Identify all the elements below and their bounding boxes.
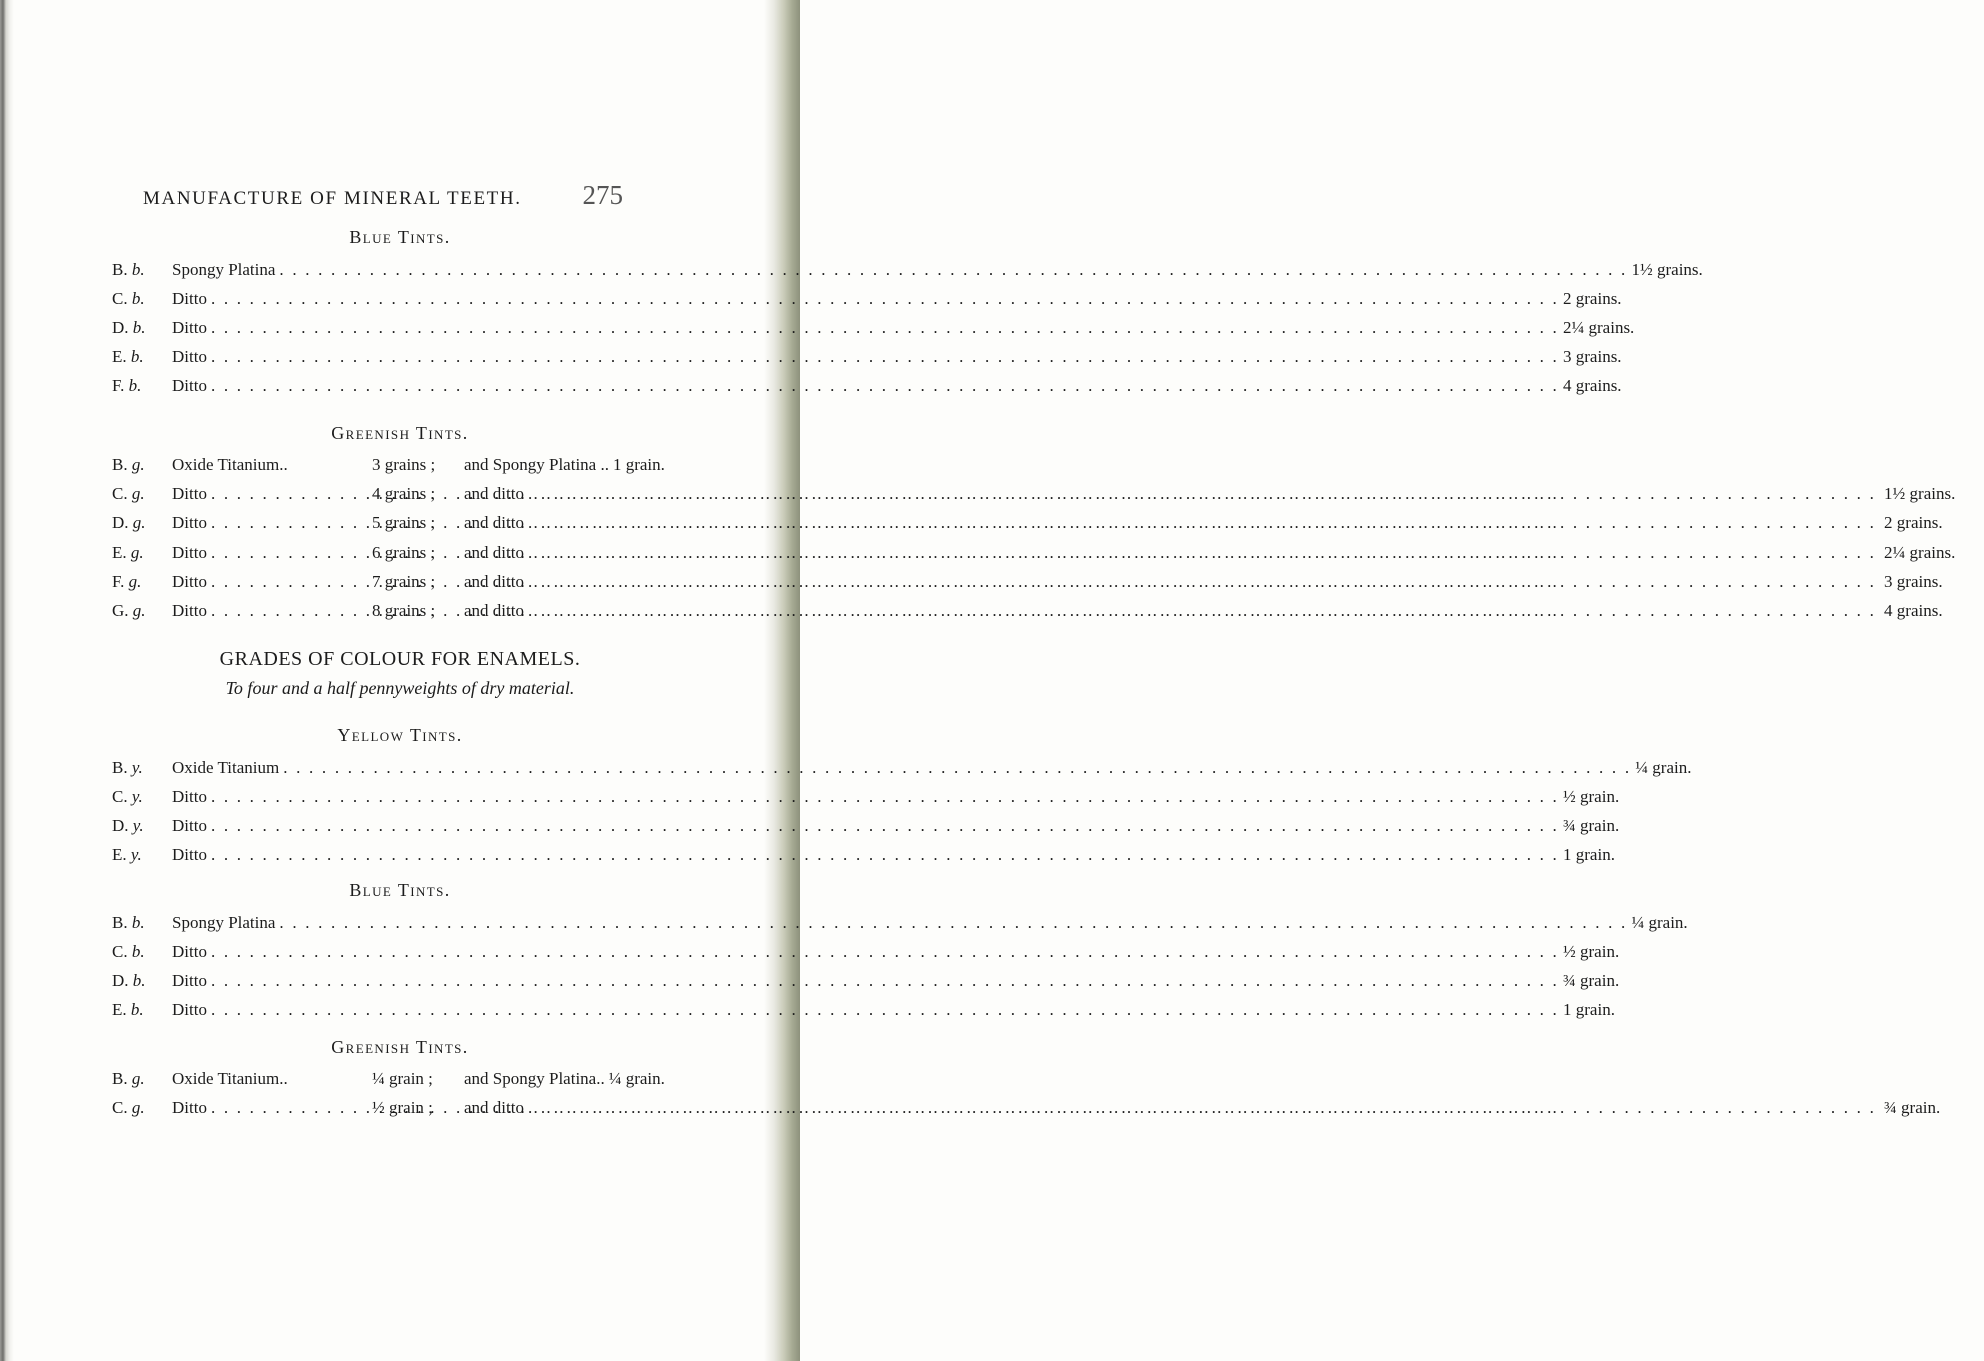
table-row [112,758,1692,784]
amount: ½ grain. [1563,787,1620,806]
grade-sub: g. [131,1098,145,1117]
amount: 2¼ grains. [1563,318,1635,337]
grade-sub: g. [131,1069,145,1088]
grade-letter: D. [112,318,129,337]
grade-letter: C. [112,787,128,806]
grade-letter: E. [112,1000,127,1019]
grade-label [112,572,172,592]
substance: Ditto [172,318,207,337]
substance: Spongy Platina [172,260,276,279]
grade-sub: b. [131,942,145,961]
substance: Ditto [172,1000,207,1019]
grade-label [112,455,172,475]
substance-cell [172,572,372,592]
grade-label [112,1069,172,1089]
connector: and ditto [464,484,524,504]
table-row [112,347,1622,373]
substance: Ditto [172,484,207,504]
grade-letter: F. [112,571,125,591]
substance: Ditto [172,571,207,591]
dot-leader [279,913,1627,933]
grade-label [112,601,172,621]
section-heading-blue-tints: Blue Tints. [349,227,451,247]
substance: Ditto [172,347,207,366]
substance: Ditto [172,289,207,308]
grade-sub: b. [132,318,146,337]
amount-secondary: 1½ grains. [1884,484,1956,504]
grade-sub: b. [131,913,145,932]
table-row [112,455,665,481]
grade-letter: C. [112,1098,128,1117]
amount: ¼ grain. [1631,913,1688,932]
grade-letter: D. [112,513,129,533]
grade-letter: B. [112,260,128,279]
amount-primary: ½ grain ; [372,1098,433,1117]
amount-secondary: 2 grains. [1884,513,1943,533]
grade-sub: g. [132,513,146,533]
table-row [112,289,1622,315]
amount-secondary: 2¼ grains. [1884,542,1956,562]
grade-sub: g. [132,601,146,620]
substance-cell [172,1069,372,1089]
section-heading-greenish-tints-enamels: Greenish Tints. [331,1037,469,1057]
dot-leader [211,347,1559,367]
grade-sub: b. [131,260,145,279]
connector: and ditto [464,601,524,620]
table-row [112,1098,1941,1124]
substance: Ditto [172,1098,207,1117]
grade-label [112,1098,172,1118]
grade-sub: y. [132,816,144,835]
grade-sub: y. [131,758,143,777]
amount: 3 grains. [1563,347,1622,366]
substance: Ditto [172,971,207,990]
grade-label [112,484,172,504]
grade-label [112,816,172,836]
enamels-heading: GRADES OF COLOUR FOR ENAMELS. [219,648,581,670]
grade-label [112,289,172,309]
dot-leader [528,601,1876,621]
dot-leader [211,787,1559,807]
substance: Ditto [172,787,207,806]
section-heading-greenish-tints: Greenish Tints. [331,423,469,443]
grade-label [112,787,172,807]
grade-letter: E. [112,542,127,562]
table-row [112,571,1943,598]
amount: 1 grain. [1563,1000,1615,1019]
substance: Oxide Titanium.. [172,1069,288,1088]
substance-cell [172,513,372,533]
amount-primary: 8 grains ; [372,601,436,620]
substance: Ditto [172,845,207,864]
dot-leader [528,513,1876,533]
amount: 2 grains. [1563,289,1622,308]
table-row [112,942,1620,968]
dot-leader [211,1000,1559,1020]
substance: Ditto [172,513,207,533]
amount: ¼ grain. [1635,758,1692,777]
substance-cell [172,455,372,475]
grade-label [112,845,172,865]
grade-label [112,347,172,367]
amount-primary: 3 grains ; [372,455,436,474]
grade-letter: B. [112,758,128,777]
dot-leader [283,758,1631,778]
grade-sub: b. [130,347,144,366]
grade-label [112,913,172,933]
enamels-subheading: To four and a half pennyweights of dry material. [225,678,575,698]
grade-sub: y. [130,845,142,864]
dot-leader [279,260,1627,280]
dot-leader [211,816,1559,836]
connector: and Spongy Platina.. [464,1069,605,1088]
dot-leader [528,572,1876,592]
grade-sub: b. [130,1000,144,1019]
grade-sub: b. [128,376,142,395]
grade-label [112,318,172,338]
grade-sub: b. [132,971,146,990]
grade-sub: g. [131,484,145,504]
table-row [112,816,1620,842]
grade-letter: B. [112,913,128,932]
grade-letter: C. [112,289,128,308]
dot-leader [211,289,1559,309]
table-row [112,1069,665,1095]
grade-letter: G. [112,601,129,620]
connector-cell [464,513,1880,533]
table-row [112,318,1635,344]
dot-leader [528,543,1876,563]
connector-cell [464,543,1880,563]
amount: ½ grain. [1563,942,1620,961]
amount-primary: 5 grains ; [372,513,436,533]
page-number: 275 [582,180,623,210]
connector-cell [464,455,609,475]
running-head: MANUFACTURE OF MINERAL TEETH. [143,188,522,209]
grade-letter: F. [112,376,125,395]
grade-sub: g. [130,542,144,562]
grade-label [112,758,172,778]
dot-leader [211,845,1559,865]
grade-label [112,942,172,962]
dot-leader [211,971,1559,991]
substance: Ditto [172,942,207,961]
amount: ¾ grain. [1563,971,1620,990]
amount-primary: 6 grains ; [372,542,436,562]
connector: and ditto [464,542,524,562]
amount-secondary: 4 grains. [1884,601,1943,620]
connector-cell [464,572,1880,592]
dot-leader [211,318,1559,338]
grade-letter: D. [112,971,129,990]
grade-label [112,260,172,280]
connector: and Spongy Platina .. [464,455,609,474]
table-row [112,484,1956,510]
amount-secondary: ¾ grain. [1884,1098,1941,1117]
grade-letter: E. [112,845,127,864]
amount-primary: 7 grains ; [372,571,436,591]
amount-primary: ¼ grain ; [372,1069,433,1088]
dot-leader [211,942,1559,962]
grade-label [112,971,172,991]
grade-sub: g. [131,455,145,474]
substance: Ditto [172,601,207,620]
table-row [112,601,1943,627]
grade-letter: C. [112,942,128,961]
section-heading-yellow-tints: Yellow Tints. [337,725,463,745]
substance: Ditto [172,542,207,562]
connector-cell [464,1098,1880,1118]
grade-sub: b. [131,289,145,308]
amount: 1 grain. [1563,845,1615,864]
connector: and ditto [464,571,524,591]
grade-sub: g. [128,571,142,591]
grade-letter: B. [112,1069,128,1088]
connector: and ditto [464,513,524,533]
dot-leader [211,376,1559,396]
section-heading-blue-tints-enamels: Blue Tints. [349,880,451,900]
connector-cell [464,601,1880,621]
amount-secondary: 1 grain. [612,455,665,474]
substance: Oxide Titanium.. [172,455,288,474]
substance: Ditto [172,816,207,835]
grade-label [112,513,172,533]
connector-cell [464,484,1880,504]
substance-cell [172,1098,372,1118]
page-header [143,180,623,220]
amount-secondary: ¼ grain. [608,1069,665,1088]
amount-primary: 4 grains ; [372,484,436,504]
substance-cell [172,484,372,504]
connector: and ditto [464,1098,524,1117]
grade-letter: B. [112,455,128,474]
dot-leader [528,484,1876,504]
substance-cell [172,601,372,621]
table-row [112,376,1622,402]
grade-sub: y. [131,787,143,806]
table-row [112,513,1943,539]
table-row [112,260,1703,286]
table-row [112,1000,1615,1026]
table-row [112,845,1615,871]
amount: 1½ grains. [1631,260,1703,279]
amount: 4 grains. [1563,376,1622,395]
grade-label [112,543,172,563]
grade-letter: C. [112,484,128,504]
grade-label [112,376,172,396]
table-row [112,971,1620,997]
substance: Oxide Titanium [172,758,280,777]
table-row [112,542,1956,569]
amount: ¾ grain. [1563,816,1620,835]
substance: Spongy Platina [172,913,276,932]
grade-letter: E. [112,347,127,366]
grade-letter: D. [112,816,129,835]
table-row [112,787,1620,813]
amount-secondary: 3 grains. [1884,571,1943,591]
grade-label [112,1000,172,1020]
substance-cell [172,543,372,563]
dot-leader [528,1098,1876,1118]
connector-cell [464,1069,605,1089]
substance: Ditto [172,376,207,395]
table-row [112,913,1688,939]
